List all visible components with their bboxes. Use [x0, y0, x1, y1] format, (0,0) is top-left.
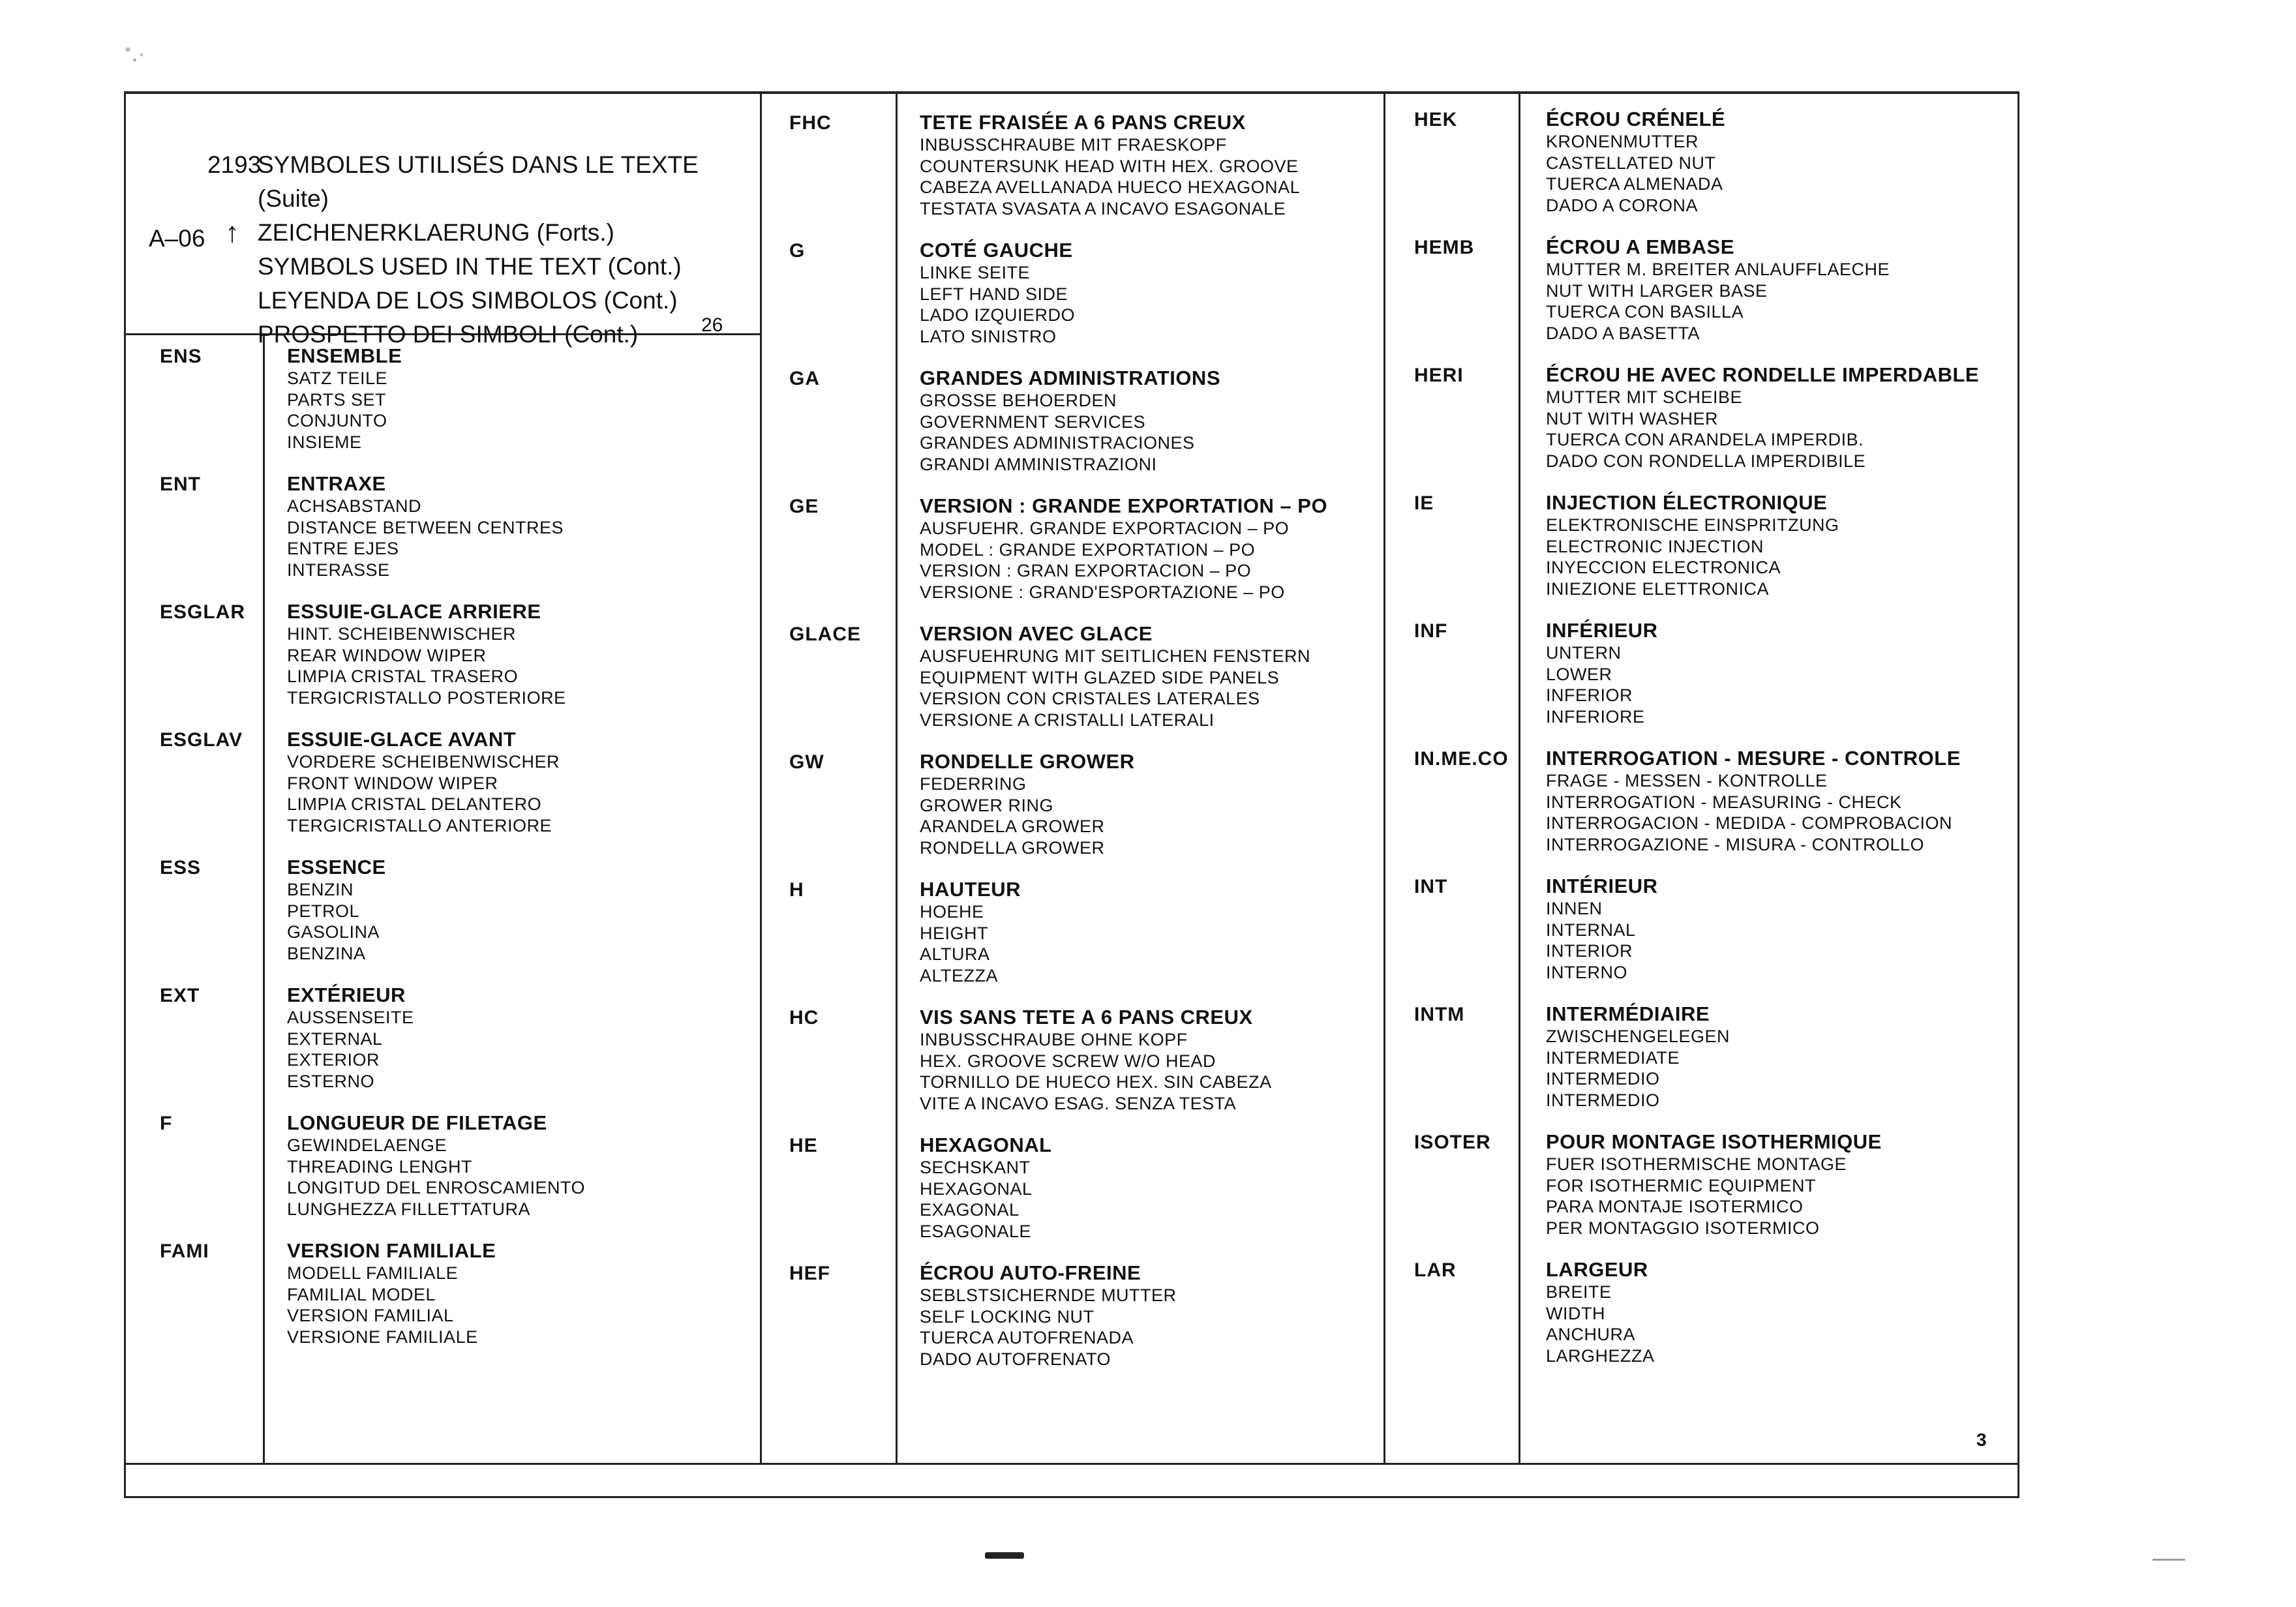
- symbol-definition: [287, 344, 402, 453]
- symbol-code: GLACE: [789, 623, 861, 645]
- section-number: 2193: [207, 151, 262, 178]
- definition-translation: EXTERNAL: [287, 1029, 383, 1049]
- definition-translation: ESAGONALE: [920, 1221, 1032, 1241]
- symbol-definition: [1546, 1258, 1655, 1366]
- definition-translation: REAR WINDOW WIPER: [287, 645, 487, 665]
- definition-translation: ALTEZZA: [920, 965, 999, 985]
- definition-translation: PARTS SET: [287, 389, 387, 410]
- col2-col3-divider: [1383, 94, 1385, 1465]
- scan-mark-right: [2152, 1559, 2185, 1561]
- definition-translation: INTERASSE: [287, 560, 390, 580]
- definition-title: ENSEMBLE: [287, 344, 402, 367]
- definition-translation: FEDERRING: [920, 774, 1027, 794]
- definition-translation: TERGICRISTALLO POSTERIORE: [287, 687, 566, 708]
- bottom-band: [126, 1463, 2017, 1496]
- definition-translation: TUERCA CON ARANDELA IMPERDIB.: [1546, 430, 1864, 449]
- definition-translation: CASTELLATED NUT: [1546, 153, 1716, 173]
- definition-translation: DADO A BASETTA: [1546, 323, 1700, 343]
- definition-translation: INTERMEDIO: [1546, 1069, 1660, 1089]
- page-number: 3: [1976, 1430, 1987, 1450]
- symbol-definition: [287, 1111, 585, 1220]
- definition-translation: GEWINDELAENGE: [287, 1135, 447, 1155]
- definition-translation: INBUSSCHRAUBE MIT FRAESKOPF: [920, 135, 1227, 155]
- symbol-code: H: [789, 879, 804, 901]
- definition-translation: UNTERN: [1546, 643, 1622, 663]
- definition-translation: NUT WITH LARGER BASE: [1546, 280, 1768, 301]
- header-title-fr: SYMBOLES UTILISÉS DANS LE TEXTE (Suite): [258, 151, 699, 212]
- symbol-definition: [1546, 108, 1725, 216]
- definition-translation: COUNTERSUNK HEAD WITH HEX. GROOVE: [920, 156, 1299, 176]
- definition-translation: MUTTER M. BREITER ANLAUFFLAECHE: [1546, 260, 1890, 279]
- symbol-code: HE: [789, 1135, 818, 1156]
- definition-translation: LONGITUD DEL ENROSCAMIENTO: [287, 1178, 586, 1197]
- definition-translation: LIMPIA CRISTAL TRASERO: [287, 667, 519, 686]
- symbol-code: HEF: [789, 1263, 830, 1284]
- definition-translation: GOVERNMENT SERVICES: [920, 412, 1146, 432]
- symbol-code: LAR: [1414, 1259, 1457, 1281]
- definition-translation: RONDELLA GROWER: [920, 837, 1105, 858]
- definition-translation: ELEKTRONISCHE EINSPRITZUNG: [1546, 515, 1839, 535]
- definition-translation: ELECTRONIC INJECTION: [1546, 536, 1764, 556]
- up-arrow-icon: ↑: [225, 217, 239, 248]
- definition-title: INTÉRIEUR: [1546, 875, 1658, 897]
- symbol-code: IN.ME.CO: [1414, 748, 1509, 770]
- definition-translation: GRANDES ADMINISTRACIONES: [920, 433, 1195, 453]
- definition-translation: HEXAGONAL: [920, 1179, 1033, 1199]
- header-page-number: 26: [701, 314, 723, 336]
- symbol-definition: [920, 878, 1021, 986]
- definition-title: HAUTEUR: [920, 878, 1021, 901]
- definition-title: LONGUEUR DE FILETAGE: [287, 1111, 547, 1134]
- definition-translation: HEIGHT: [920, 923, 989, 943]
- definition-translation: DISTANCE BETWEEN CENTRES: [287, 517, 564, 537]
- definition-translation: VERSIONE : GRAND'ESPORTAZIONE – PO: [920, 582, 1285, 602]
- definition-translation: DADO CON RONDELLA IMPERDIBILE: [1546, 451, 1866, 471]
- definition-translation: VERSION FAMILIAL: [287, 1306, 454, 1325]
- definition-translation: HEX. GROOVE SCREW W/O HEAD: [920, 1051, 1216, 1071]
- definition-translation: INBUSSCHRAUBE OHNE KOPF: [920, 1030, 1188, 1049]
- symbol-code: INT: [1414, 876, 1448, 897]
- definition-translation: GRANDI AMMINISTRAZIONI: [920, 454, 1157, 474]
- header-title-es: LEYENDA DE LOS SIMBOLOS (Cont.): [258, 287, 678, 314]
- symbol-definition: [920, 1134, 1052, 1242]
- definition-translation: AUSFUEHR. GRANDE EXPORTACION – PO: [920, 518, 1290, 538]
- scan-mark: [985, 1552, 1024, 1559]
- symbol-definition: [920, 367, 1220, 475]
- symbol-code: F: [160, 1113, 173, 1134]
- definition-translation: ENTRE EJES: [287, 539, 399, 558]
- symbol-code: EXT: [160, 985, 200, 1006]
- definition-translation: VERSION CON CRISTALES LATERALES: [920, 689, 1260, 708]
- definition-title: ENTRAXE: [287, 472, 386, 495]
- symbol-definition: [287, 728, 560, 836]
- symbol-definition: [1546, 235, 1890, 344]
- definition-translation: EQUIPMENT WITH GLAZED SIDE PANELS: [920, 667, 1280, 687]
- definition-translation: SELF LOCKING NUT: [920, 1306, 1095, 1327]
- definition-translation: LATO SINISTRO: [920, 326, 1057, 346]
- symbol-code: ISOTER: [1414, 1132, 1491, 1153]
- symbol-definition: [287, 472, 564, 580]
- symbol-code: FHC: [789, 112, 832, 134]
- definition-translation: SATZ TEILE: [287, 368, 388, 388]
- definition-title: ESSENCE: [287, 856, 386, 879]
- symbol-definition: [1546, 1130, 1882, 1239]
- symbol-code: ESGLAR: [160, 601, 246, 623]
- definition-title: INTERROGATION - MESURE - CONTROLE: [1546, 747, 1961, 770]
- definition-translation: FRAGE - MESSEN - KONTROLLE: [1546, 771, 1828, 790]
- symbol-code: HEMB: [1414, 237, 1475, 258]
- symbol-definition: [920, 239, 1075, 347]
- definition-translation: BREITE: [1546, 1282, 1612, 1302]
- definition-translation: HOEHE: [920, 902, 984, 922]
- definition-title: LARGEUR: [1546, 1258, 1648, 1281]
- definition-translation: INTERIOR: [1546, 941, 1633, 961]
- definition-title: ÉCROU HE AVEC RONDELLE IMPERDABLE: [1546, 363, 1980, 386]
- definition-translation: PER MONTAGGIO ISOTERMICO: [1546, 1218, 1820, 1238]
- symbol-code: HERI: [1414, 365, 1464, 386]
- definition-translation: PETROL: [287, 901, 360, 921]
- definition-translation: VERSIONE FAMILIALE: [287, 1327, 478, 1347]
- definition-translation: LIMPIA CRISTAL DELANTERO: [287, 794, 542, 814]
- definition-translation: CONJUNTO: [287, 411, 387, 430]
- scan-speck: [114, 39, 160, 65]
- definition-translation: LADO IZQUIERDO: [920, 305, 1076, 325]
- definition-translation: ANCHURA: [1546, 1325, 1636, 1344]
- definition-translation: VORDERE SCHEIBENWISCHER: [287, 752, 560, 772]
- definition-translation: THREADING LENGHT: [287, 1156, 473, 1177]
- definition-translation: INTERNAL: [1546, 920, 1636, 940]
- symbol-code: ENT: [160, 473, 201, 495]
- definition-translation: INTERROGACION - MEDIDA - COMPROBACION: [1546, 813, 1953, 833]
- symbol-definition: [1546, 619, 1658, 727]
- definition-title: VERSION FAMILIALE: [287, 1239, 496, 1262]
- definition-title: HEXAGONAL: [920, 1134, 1052, 1156]
- symbol-definition: [287, 1239, 496, 1347]
- definition-translation: VITE A INCAVO ESAG. SENZA TESTA: [920, 1093, 1237, 1113]
- definition-translation: DADO AUTOFRENATO: [920, 1349, 1111, 1369]
- definition-translation: INFERIORE: [1546, 706, 1645, 727]
- definition-translation: WIDTH: [1546, 1303, 1605, 1323]
- definition-translation: FAMILIAL MODEL: [287, 1284, 436, 1304]
- definition-translation: SECHSKANT: [920, 1158, 1031, 1177]
- symbol-definition: [287, 984, 414, 1092]
- definition-translation: EXTERIOR: [287, 1050, 380, 1070]
- definition-title: INJECTION ÉLECTRONIQUE: [1546, 491, 1828, 514]
- definition-translation: NUT WITH WASHER: [1546, 408, 1718, 428]
- symbol-definition: [920, 111, 1300, 219]
- definition-translation: LINKE SEITE: [920, 263, 1031, 282]
- definition-translation: ACHSABSTAND: [287, 496, 422, 516]
- definition-title: VERSION : GRANDE EXPORTATION – PO: [920, 494, 1328, 517]
- symbol-definition: [287, 600, 566, 708]
- definition-title: ESSUIE-GLACE AVANT: [287, 728, 517, 751]
- definition-translation: AUSFUEHRUNG MIT SEITLICHEN FENSTERN: [920, 646, 1311, 666]
- definition-translation: INYECCION ELECTRONICA: [1546, 558, 1781, 577]
- definition-translation: TUERCA AUTOFRENADA: [920, 1328, 1134, 1347]
- section-reference: A–06: [149, 225, 205, 252]
- definition-translation: LUNGHEZZA FILLETTATURA: [287, 1199, 531, 1219]
- definition-title: RONDELLE GROWER: [920, 750, 1135, 773]
- definition-title: INTERMÉDIAIRE: [1546, 1002, 1710, 1025]
- definition-translation: TORNILLO DE HUECO HEX. SIN CABEZA: [920, 1072, 1272, 1092]
- definition-translation: ALTURA: [920, 944, 990, 964]
- symbol-code: INTM: [1414, 1004, 1465, 1025]
- definition-translation: HINT. SCHEIBENWISCHER: [287, 624, 517, 644]
- definition-translation: GROSSE BEHOERDEN: [920, 391, 1117, 410]
- definition-translation: ZWISCHENGELEGEN: [1546, 1027, 1730, 1046]
- definition-title: ÉCROU AUTO-FREINE: [920, 1261, 1141, 1284]
- definition-translation: PARA MONTAJE ISOTERMICO: [1546, 1197, 1804, 1216]
- definition-translation: LARGHEZZA: [1546, 1345, 1655, 1366]
- definition-translation: MODEL : GRANDE EXPORTATION – PO: [920, 539, 1256, 560]
- definition-translation: ARANDELA GROWER: [920, 817, 1105, 836]
- symbol-code: GA: [789, 368, 820, 389]
- page-header: [139, 112, 759, 412]
- symbol-code: ENS: [160, 346, 202, 367]
- definition-translation: AUSSENSEITE: [287, 1008, 414, 1027]
- definition-title: EXTÉRIEUR: [287, 984, 406, 1006]
- definition-translation: INTERMEDIO: [1546, 1090, 1660, 1110]
- definition-translation: INFERIOR: [1546, 685, 1633, 705]
- col1-col2-divider: [760, 94, 762, 1465]
- definition-translation: GASOLINA: [287, 922, 380, 942]
- definition-translation: VERSIONE A CRISTALLI LATERALI: [920, 710, 1215, 730]
- definition-translation: INNEN: [1546, 899, 1603, 918]
- definition-translation: GROWER RING: [920, 795, 1053, 815]
- symbol-definition: [920, 750, 1135, 858]
- definition-translation: DADO A CORONA: [1546, 195, 1699, 215]
- symbol-code: G: [789, 240, 806, 262]
- col2-code-divider: [896, 94, 898, 1465]
- definition-translation: TUERCA ALMENADA: [1546, 174, 1723, 194]
- symbol-definition: [920, 622, 1310, 730]
- symbol-definition: [1546, 747, 1961, 855]
- definition-translation: INSIEME: [287, 432, 362, 452]
- symbol-code: HC: [789, 1007, 819, 1029]
- definition-translation: CABEZA AVELLANADA HUECO HEXAGONAL: [920, 177, 1301, 197]
- definition-translation: KRONENMUTTER: [1546, 132, 1699, 151]
- symbol-definition: [920, 1006, 1272, 1114]
- definition-translation: SEBLSTSICHERNDE MUTTER: [920, 1285, 1177, 1305]
- symbol-definition: [920, 494, 1327, 603]
- symbol-code: HEK: [1414, 109, 1458, 130]
- definition-title: VIS SANS TETE A 6 PANS CREUX: [920, 1006, 1253, 1029]
- col1-divider: [263, 335, 265, 1465]
- definition-translation: BENZINA: [287, 943, 366, 963]
- definition-title: ESSUIE-GLACE ARRIERE: [287, 600, 541, 623]
- symbol-definition: [1546, 491, 1839, 599]
- definition-translation: INIEZIONE ELETTRONICA: [1546, 578, 1770, 599]
- symbol-code: FAMI: [160, 1240, 209, 1262]
- definition-translation: FOR ISOTHERMIC EQUIPMENT: [1546, 1175, 1817, 1195]
- header-title-it: PROSPETTO DEI SIMBOLI (Cont.): [258, 321, 639, 348]
- symbol-definition: [1546, 363, 1979, 472]
- definition-translation: INTERROGAZIONE - MISURA - CONTROLLO: [1546, 834, 1925, 854]
- definition-translation: BENZIN: [287, 880, 354, 899]
- symbol-code: GW: [789, 751, 824, 773]
- definition-title: INFÉRIEUR: [1546, 619, 1658, 642]
- symbol-definition: [1546, 1002, 1730, 1111]
- definition-title: ÉCROU CRÉNELÉ: [1546, 108, 1726, 130]
- definition-translation: EXAGONAL: [920, 1200, 1020, 1220]
- symbol-code: GE: [789, 496, 819, 517]
- definition-translation: TERGICRISTALLO ANTERIORE: [287, 815, 552, 835]
- header-title-de: ZEICHENERKLAERUNG (Forts.): [258, 219, 614, 246]
- definition-translation: VERSION : GRAN EXPORTACION – PO: [920, 561, 1252, 580]
- symbol-code: ESGLAV: [160, 729, 243, 751]
- definition-translation: TUERCA CON BASILLA: [1546, 302, 1744, 322]
- definition-translation: LOWER: [1546, 664, 1612, 684]
- symbol-definition: [1546, 875, 1658, 983]
- definition-translation: TESTATA SVASATA A INCAVO ESAGONALE: [920, 198, 1286, 218]
- symbol-code: INF: [1414, 620, 1448, 642]
- definition-title: ÉCROU A EMBASE: [1546, 235, 1734, 258]
- symbol-code: ESS: [160, 857, 202, 879]
- definition-translation: FRONT WINDOW WIPER: [287, 773, 498, 793]
- definition-title: VERSION AVEC GLACE: [920, 622, 1153, 645]
- symbol-code: IE: [1414, 492, 1434, 514]
- definition-translation: LEFT HAND SIDE: [920, 284, 1068, 304]
- definition-translation: MUTTER MIT SCHEIBE: [1546, 387, 1743, 407]
- definition-title: COTÉ GAUCHE: [920, 239, 1073, 262]
- definition-translation: INTERNO: [1546, 962, 1627, 982]
- header-title-en: SYMBOLS USED IN THE TEXT (Cont.): [258, 253, 682, 280]
- definition-translation: FUER ISOTHERMISCHE MONTAGE: [1546, 1154, 1847, 1174]
- definition-translation: MODELL FAMILIALE: [287, 1263, 459, 1283]
- definition-translation: INTERROGATION - MEASURING - CHECK: [1546, 792, 1902, 812]
- definition-title: POUR MONTAGE ISOTHERMIQUE: [1546, 1130, 1882, 1153]
- symbol-definition: [920, 1261, 1177, 1370]
- definition-translation: INTERMEDIATE: [1546, 1047, 1680, 1068]
- header-titles: [258, 148, 759, 352]
- definition-translation: ESTERNO: [287, 1071, 375, 1091]
- symbol-definition: [287, 856, 386, 964]
- col3-code-divider: [1518, 94, 1520, 1465]
- definition-title: GRANDES ADMINISTRATIONS: [920, 367, 1220, 389]
- definition-title: TETE FRAISÉE A 6 PANS CREUX: [920, 111, 1246, 134]
